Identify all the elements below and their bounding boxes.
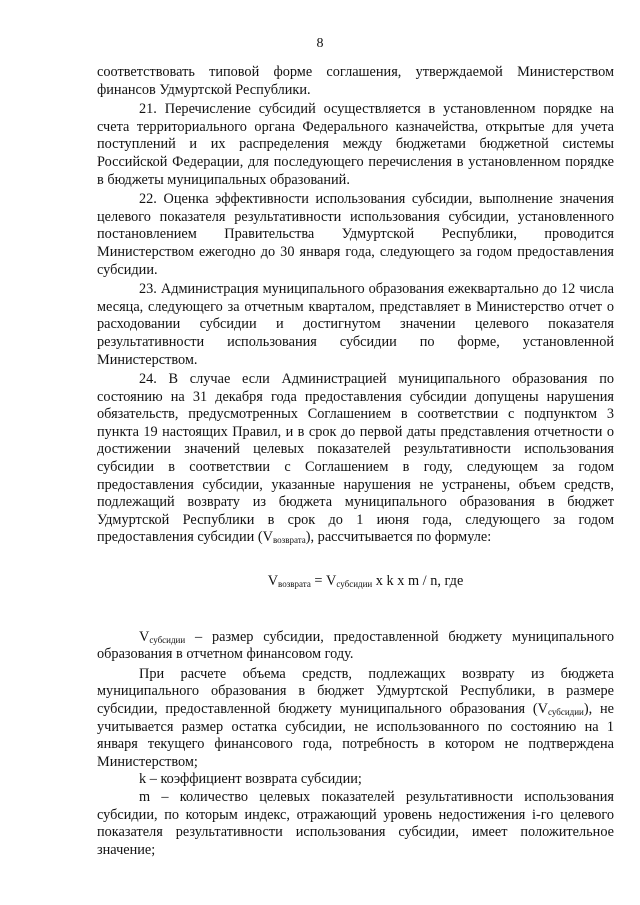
subscript-return: возврата	[272, 535, 306, 546]
formula-v: V	[267, 573, 279, 590]
paragraph-calculation	[97, 666, 614, 772]
formula-sub-return: возврата	[278, 579, 311, 590]
calculation-tail: ), не учитывается размер остатка субсидии, не использованного по состоянию на 1 января текущего финансового года, потребность в котором не подтверждена Министерством;	[97, 701, 615, 770]
formula-sub-subsidy: субсидии	[336, 579, 373, 590]
formula-rest: x k x m / n, где	[372, 573, 464, 590]
calculation-text: При расчете объема средств, подлежащих возврату из бюджета муниципального образования в бюджет Удмуртской Республики, в размере субсидии, предоставленной бюджету муниципального образования (V	[97, 665, 614, 717]
paragraph-24	[97, 371, 614, 547]
paragraph-21: 21. Перечисление субсидий осуществляется в установленном порядке на счета территориального органа Федерального казначейства, открытые для учета поступлений и их распределения между бюджетами бюджетной системы Российской Федерации, для последующего перечисления в установленном порядке в бюджеты муниципальных образований.	[97, 101, 614, 188]
definition-m: m – количество целевых показателей результативности использования субсидии, по которым индекс, отражающий уровень недостижения i-го целевого показателя результативности использования субсидии, имеет положительное значение;	[97, 788, 614, 858]
calculation-sub: субсидии	[547, 707, 584, 717]
formula-equals: = V	[310, 573, 337, 590]
formula	[97, 573, 614, 591]
definition-v-symbol: V	[139, 628, 150, 645]
paragraph-23: 23. Администрация муниципального образования ежеквартально до 12 числа месяца, следующего за отчетным кварталом, представляет в Министерство отчет о расходовании субсидии и достигнутом значении целевого показателя результативности использования субсидии по форме, установленной Министерством.	[97, 281, 614, 368]
paragraph-24-text: 24. В случае если Администрацией муниципального образования по состоянию на 31 декабря года предоставления субсидии допущены нарушения обязательств, предусмотренных Соглашением в соответствии с подпунктом 3 пункта 19 настоящих Правил, и в срок до первой даты представления отчетности о достижении значений целевых показателей результативности использования субсидии в соответствии с Соглашением в году, следующем за годом предоставления субсидии, указанные нарушения не устранены, объем средств, подлежащий возврату из бюджета муниципального образования в бюджет Удмуртской Республики в срок до 1 июня года, следующего за годом предоставления субсидии (V	[97, 371, 614, 546]
paragraph-22: 22. Оценка эффективности использования субсидии, выполнение значения целевого показателя результативности использования субсидии, установленного постановлением Правительства Удмуртской Республики, проводится Министерством ежегодно до 30 января года, следующего за годом предоставления субсидии.	[97, 191, 614, 278]
page-number: 8	[316, 36, 324, 51]
document-body	[97, 64, 614, 859]
definition-k: k – коэффициент возврата субсидии;	[139, 771, 362, 788]
definition-v-text: – размер субсидии, предоставленной бюджету муниципального образования в отчетном финансовом году.	[97, 628, 614, 663]
paragraph-continuation: соответствовать типовой форме соглашения, утверждаемой Министерством финансов Удмуртской Республики.	[97, 64, 614, 98]
definition-v-sub: субсидии	[149, 634, 186, 645]
definition-v-subsidy	[97, 629, 614, 664]
paragraph-24-tail: ), рассчитывается по формуле:	[305, 529, 492, 546]
